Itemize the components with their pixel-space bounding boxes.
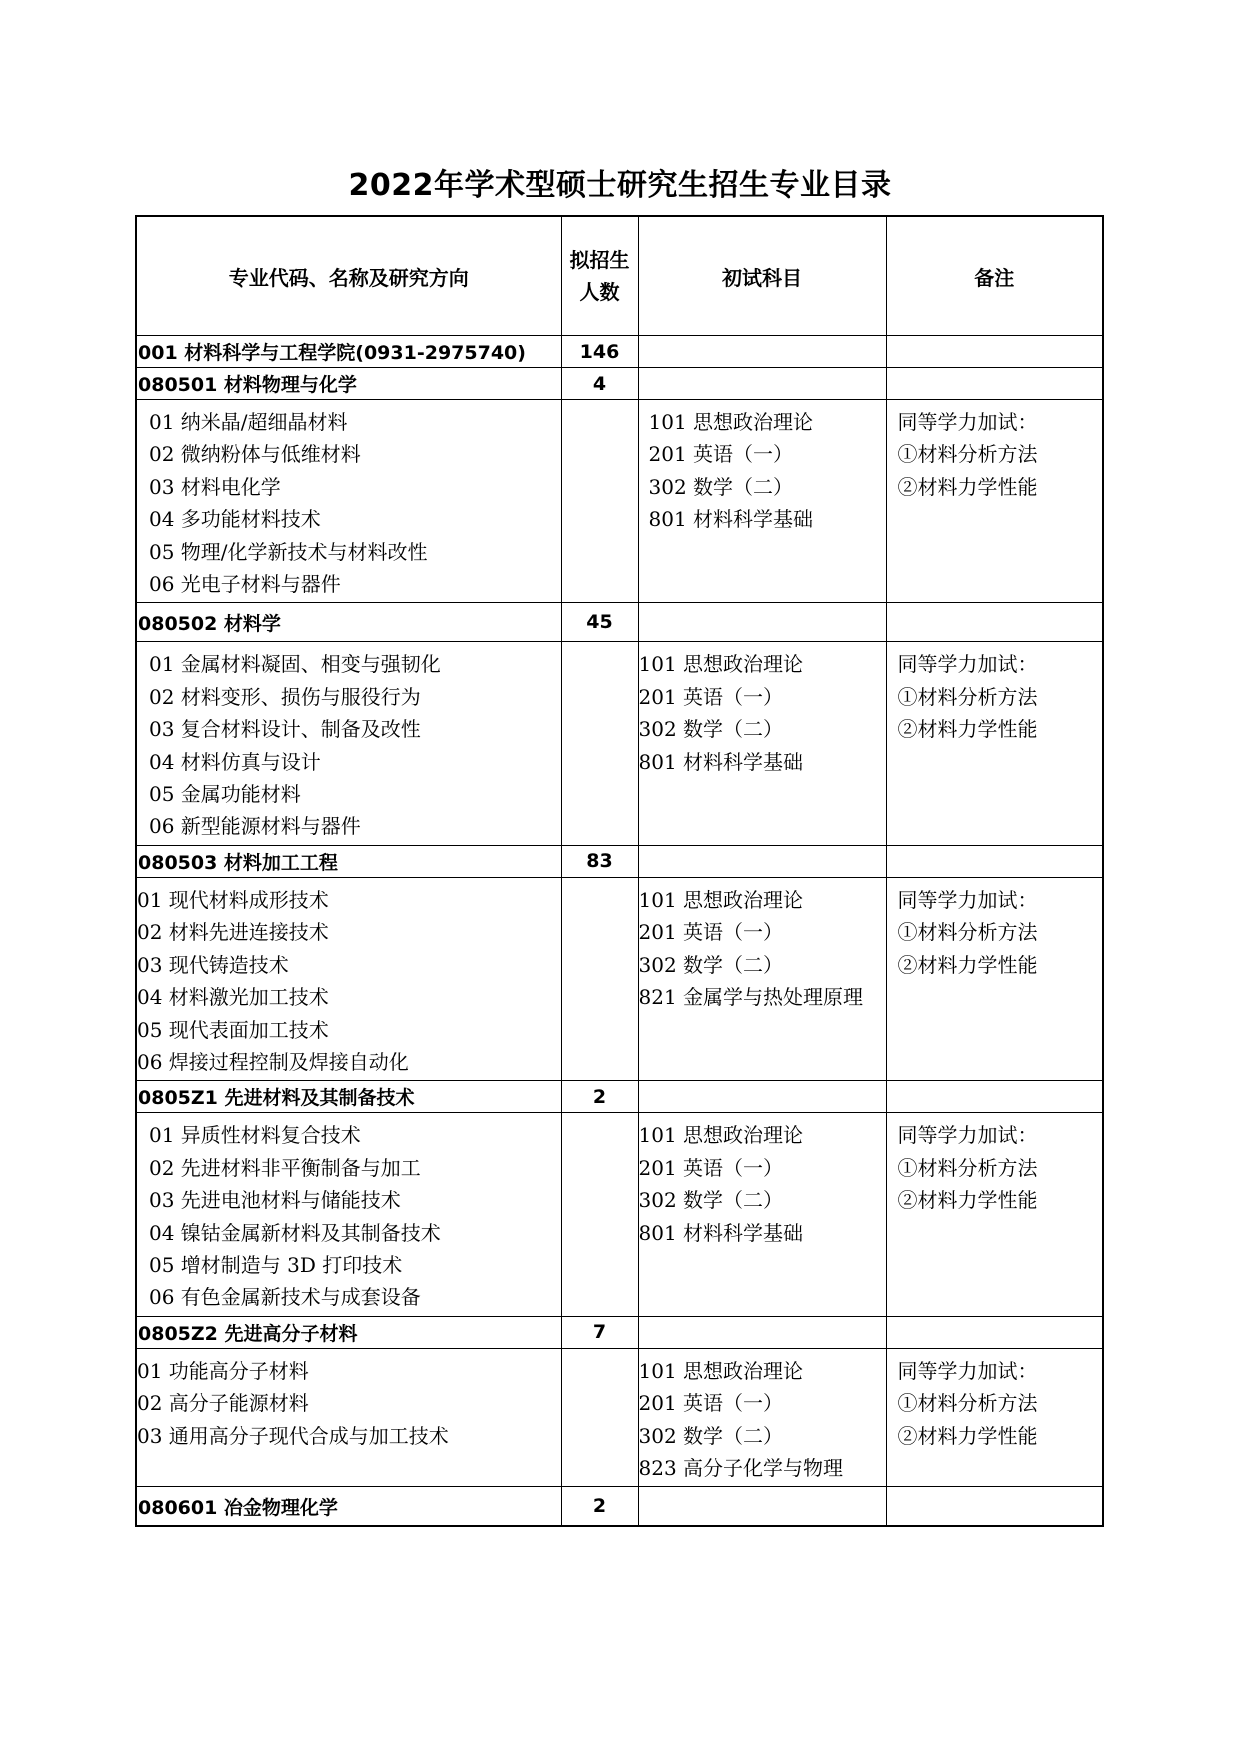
major-row xyxy=(136,368,1103,400)
list-item: ①材料分析方法 xyxy=(897,1391,1038,1416)
note-list xyxy=(887,878,1103,983)
list-item: 同等学力加试： xyxy=(897,1123,1038,1148)
catalog-table xyxy=(135,215,1104,1527)
major-detail-row xyxy=(136,400,1103,603)
subject-list xyxy=(639,1349,886,1487)
list-item: ①材料分析方法 xyxy=(897,1155,1038,1180)
subject-list xyxy=(639,878,886,1016)
note-list xyxy=(887,1113,1103,1218)
list-item: 02 高分子能源材料 xyxy=(137,1391,309,1416)
major-name: 080503 材料加工工程 xyxy=(136,845,561,877)
list-item: 05 现代表面加工技术 xyxy=(137,1017,329,1042)
list-item: 05 增材制造与 3D 打印技术 xyxy=(149,1252,403,1277)
major-count: 2 xyxy=(561,1081,638,1113)
major-name: 0805Z1 先进材料及其制备技术 xyxy=(136,1081,561,1113)
direction-list xyxy=(137,400,561,602)
direction-list xyxy=(137,1349,561,1454)
list-item: 04 镍钴金属新材料及其制备技术 xyxy=(149,1220,441,1245)
school-count: 146 xyxy=(561,336,638,368)
list-item: 801 材料科学基础 xyxy=(638,1220,804,1245)
list-item: 03 通用高分子现代合成与加工技术 xyxy=(137,1423,449,1448)
list-item: 201 英语（一） xyxy=(638,920,784,945)
list-item: 02 材料变形、损伤与服役行为 xyxy=(149,684,421,709)
major-detail-row xyxy=(136,877,1103,1080)
list-item: 302 数学（二） xyxy=(638,952,784,977)
major-count: 45 xyxy=(561,603,638,642)
subject-list xyxy=(639,1113,886,1251)
header-count-line1: 拟招生 xyxy=(569,248,630,272)
list-item: 01 金属材料凝固、相变与强韧化 xyxy=(149,652,441,677)
list-item: 同等学力加试： xyxy=(897,652,1038,677)
list-item: 823 高分子化学与物理 xyxy=(638,1455,844,1480)
list-item: 03 复合材料设计、制备及改性 xyxy=(149,717,421,742)
list-item: 05 金属功能材料 xyxy=(149,782,301,807)
table-header-row xyxy=(136,216,1103,336)
list-item: 同等学力加试： xyxy=(897,887,1038,912)
header-notes: 备注 xyxy=(886,216,1103,336)
note-list xyxy=(887,642,1103,747)
list-item: 02 微纳粉体与低维材料 xyxy=(149,442,361,467)
major-count: 4 xyxy=(561,368,638,400)
major-detail-row xyxy=(136,1348,1103,1487)
list-item: 04 多功能材料技术 xyxy=(149,507,321,532)
list-item: ②材料力学性能 xyxy=(897,474,1038,499)
list-item: 01 现代材料成形技术 xyxy=(137,887,329,912)
list-item: 821 金属学与热处理原理 xyxy=(638,985,864,1010)
list-item: 06 焊接过程控制及焊接自动化 xyxy=(137,1049,409,1074)
list-item: 03 现代铸造技术 xyxy=(137,952,289,977)
list-item: 同等学力加试： xyxy=(897,410,1038,434)
list-item: 06 光电子材料与器件 xyxy=(149,572,341,597)
list-item: 201 英语（一） xyxy=(638,1391,784,1416)
page-title: 2022年学术型硕士研究生招生专业目录 xyxy=(348,168,892,203)
list-item: 201 英语（一） xyxy=(638,1155,784,1180)
major-detail-row xyxy=(136,1113,1103,1316)
note-list xyxy=(887,400,1103,505)
list-item: 302 数学（二） xyxy=(648,474,794,499)
list-item: 801 材料科学基础 xyxy=(638,749,804,774)
list-item: 801 材料科学基础 xyxy=(648,507,814,532)
list-item: 302 数学（二） xyxy=(638,717,784,742)
list-item: 01 功能高分子材料 xyxy=(137,1358,309,1383)
list-item: 101 思想政治理论 xyxy=(648,410,814,434)
major-count: 2 xyxy=(561,1487,638,1527)
major-row xyxy=(136,603,1103,642)
header-subjects: 初试科目 xyxy=(638,216,886,336)
list-item: ②材料力学性能 xyxy=(897,1423,1038,1448)
list-item: 101 思想政治理论 xyxy=(638,652,804,677)
major-row xyxy=(136,1316,1103,1348)
list-item: 01 纳米晶/超细晶材料 xyxy=(149,410,348,434)
list-item: 101 思想政治理论 xyxy=(638,887,804,912)
major-detail-row xyxy=(136,642,1103,845)
list-item: 101 思想政治理论 xyxy=(638,1123,804,1148)
major-row xyxy=(136,1487,1103,1527)
subject-list xyxy=(639,400,886,538)
list-item: 04 材料激光加工技术 xyxy=(137,985,329,1010)
list-item: ①材料分析方法 xyxy=(897,920,1038,945)
list-item: ②材料力学性能 xyxy=(897,717,1038,742)
header-count xyxy=(561,216,638,336)
list-item: 04 材料仿真与设计 xyxy=(149,749,321,774)
direction-list xyxy=(137,1113,561,1315)
major-count: 7 xyxy=(561,1316,638,1348)
major-name: 080501 材料物理与化学 xyxy=(136,368,561,400)
major-name: 080502 材料学 xyxy=(136,603,561,642)
list-item: 同等学力加试： xyxy=(897,1358,1038,1383)
list-item: 02 材料先进连接技术 xyxy=(137,920,329,945)
list-item: 01 异质性材料复合技术 xyxy=(149,1123,361,1148)
list-item: 201 英语（一） xyxy=(638,684,784,709)
subject-list xyxy=(639,642,886,780)
list-item: 02 先进材料非平衡制备与加工 xyxy=(149,1155,421,1180)
list-item: 05 物理/化学新技术与材料改性 xyxy=(149,539,428,564)
major-row xyxy=(136,1081,1103,1113)
direction-list xyxy=(137,878,561,1080)
list-item: 201 英语（一） xyxy=(648,442,794,467)
header-count-line2: 人数 xyxy=(579,280,620,304)
list-item: 302 数学（二） xyxy=(638,1188,784,1213)
school-name: 001 材料科学与工程学院(0931-2975740) xyxy=(136,336,561,368)
major-name: 080601 冶金物理化学 xyxy=(136,1487,561,1527)
list-item: 302 数学（二） xyxy=(638,1423,784,1448)
direction-list xyxy=(137,642,561,844)
school-row xyxy=(136,336,1103,368)
list-item: 03 先进电池材料与储能技术 xyxy=(149,1188,401,1213)
list-item: ①材料分析方法 xyxy=(897,684,1038,709)
list-item: 101 思想政治理论 xyxy=(638,1358,804,1383)
list-item: ②材料力学性能 xyxy=(897,1188,1038,1213)
header-major: 专业代码、名称及研究方向 xyxy=(136,216,561,336)
list-item: ②材料力学性能 xyxy=(897,952,1038,977)
major-name: 0805Z2 先进高分子材料 xyxy=(136,1316,561,1348)
major-row xyxy=(136,845,1103,877)
list-item: 06 有色金属新技术与成套设备 xyxy=(149,1285,421,1310)
list-item: 03 材料电化学 xyxy=(149,474,281,499)
list-item: ①材料分析方法 xyxy=(897,442,1038,467)
major-count: 83 xyxy=(561,845,638,877)
note-list xyxy=(887,1349,1103,1454)
list-item: 06 新型能源材料与器件 xyxy=(149,814,361,839)
